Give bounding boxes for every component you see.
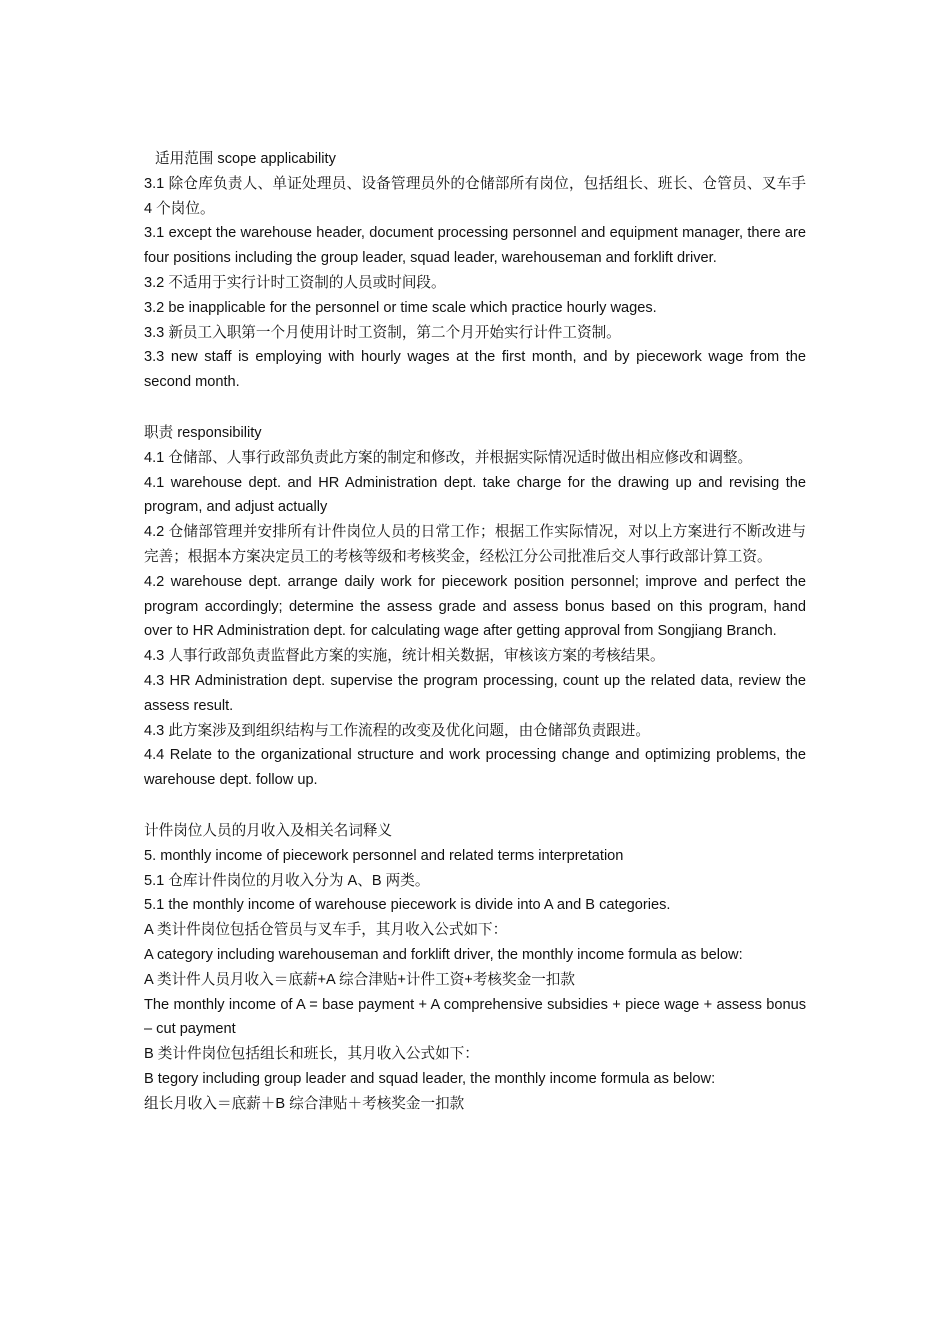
section-spacer — [144, 793, 806, 819]
paragraph-b-category-zh: B 类计件岗位包括组长和班长，其月收入公式如下： — [144, 1046, 479, 1063]
formula-a-en: The monthly income of A = base payment + A comprehensive subsidies + piece wage + assess bonus – cut payment — [144, 996, 806, 1038]
section-spacer — [144, 395, 806, 421]
paragraph-3-1-zh: 3.1 除仓库负责人、单证处理员、设备管理员外的仓储部所有岗位，包括组长、班长、仓管员、叉车手 4 个岗位。 — [144, 175, 806, 217]
paragraph-a-category-en: A category including warehouseman and forklift driver, the monthly income formula as below: — [144, 946, 743, 963]
paragraph-a-category-zh: A 类计件岗位包括仓管员与叉车手，其月收入公式如下： — [144, 922, 508, 939]
section-3-heading: 适用范围 scope applicability — [155, 151, 336, 167]
paragraph-5-1-en: 5.1 the monthly income of warehouse piecework is divide into A and B categories. — [144, 897, 671, 914]
paragraph-4-2-zh: 4.2 仓储部管理并安排所有计件岗位人员的日常工作；根据工作实际情况，对以上方案进行不断改进与完善；根据本方案决定员工的考核等级和考核奖金，经松江分公司批准后交人事行政部计算工资。 — [144, 524, 806, 565]
paragraph-5-en: 5. monthly income of piecework personnel and related terms interpretation — [144, 847, 624, 864]
paragraph-3-2-zh: 3.2 不适用于实行计时工资制的人员或时间段。 — [144, 274, 446, 291]
paragraph-4-3-en: 4.3 HR Administration dept. supervise the program processing, count up the related data, review the assess result. — [144, 672, 806, 714]
paragraph-5-1-zh: 5.1 仓库计件岗位的月收入分为 A、B 两类。 — [144, 872, 430, 889]
section-4-heading: 职责 responsibility — [144, 424, 262, 441]
paragraph-4-4-en: 4.4 Relate to the organizational structure and work processing change and optimizing problems, the warehouse dept. follow up. — [144, 747, 806, 789]
paragraph-4-2-en: 4.2 warehouse dept. arrange daily work for piecework position personnel; improve and perfect the program accordingly; determine the assess grade and assess bonus based on this program, hand over to HR Administration dept. for calculating wage after getting approval from Songjiang Branch. — [144, 573, 806, 640]
paragraph-4-3-zh: 4.3 人事行政部负责监督此方案的实施，统计相关数据，审核该方案的考核结果。 — [144, 648, 665, 665]
paragraph-3-3-zh: 3.3 新员工入职第一个月使用计时工资制，第二个月开始实行计件工资制。 — [144, 324, 621, 341]
document-page — [144, 147, 806, 1116]
section-5-heading: 计件岗位人员的月收入及相关名词释义 — [144, 822, 393, 839]
paragraph-4-1-zh: 4.1 仓储部、人事行政部负责此方案的制定和修改，并根据实际情况适时做出相应修改和调整。 — [144, 449, 753, 466]
paragraph-3-3-en: 3.3 new staff is employing with hourly wages at the first month, and by piecework wage from the second month. — [144, 349, 806, 391]
paragraph-4-3b-zh: 4.3 此方案涉及到组织结构与工作流程的改变及优化问题，由仓储部负责跟进。 — [144, 722, 650, 739]
formula-a-zh: A 类计件人员月收入＝底薪+A 综合津贴+计件工资+考核奖金一扣款 — [144, 971, 575, 988]
formula-b-zh: 组长月收入＝底薪＋B 综合津贴＋考核奖金一扣款 — [144, 1095, 465, 1112]
paragraph-3-1-en: 3.1 except the warehouse header, document processing personnel and equipment manager, there are four positions including the group leader, squad leader, warehouseman and forklift driver. — [144, 225, 806, 267]
paragraph-b-category-en: B tegory including group leader and squad leader, the monthly income formula as below: — [144, 1070, 716, 1087]
paragraph-3-2-en: 3.2 be inapplicable for the personnel or time scale which practice hourly wages. — [144, 299, 657, 316]
paragraph-4-1-en: 4.1 warehouse dept. and HR Administration dept. take charge for the drawing up and revising the program, and adjust actually — [144, 474, 806, 516]
